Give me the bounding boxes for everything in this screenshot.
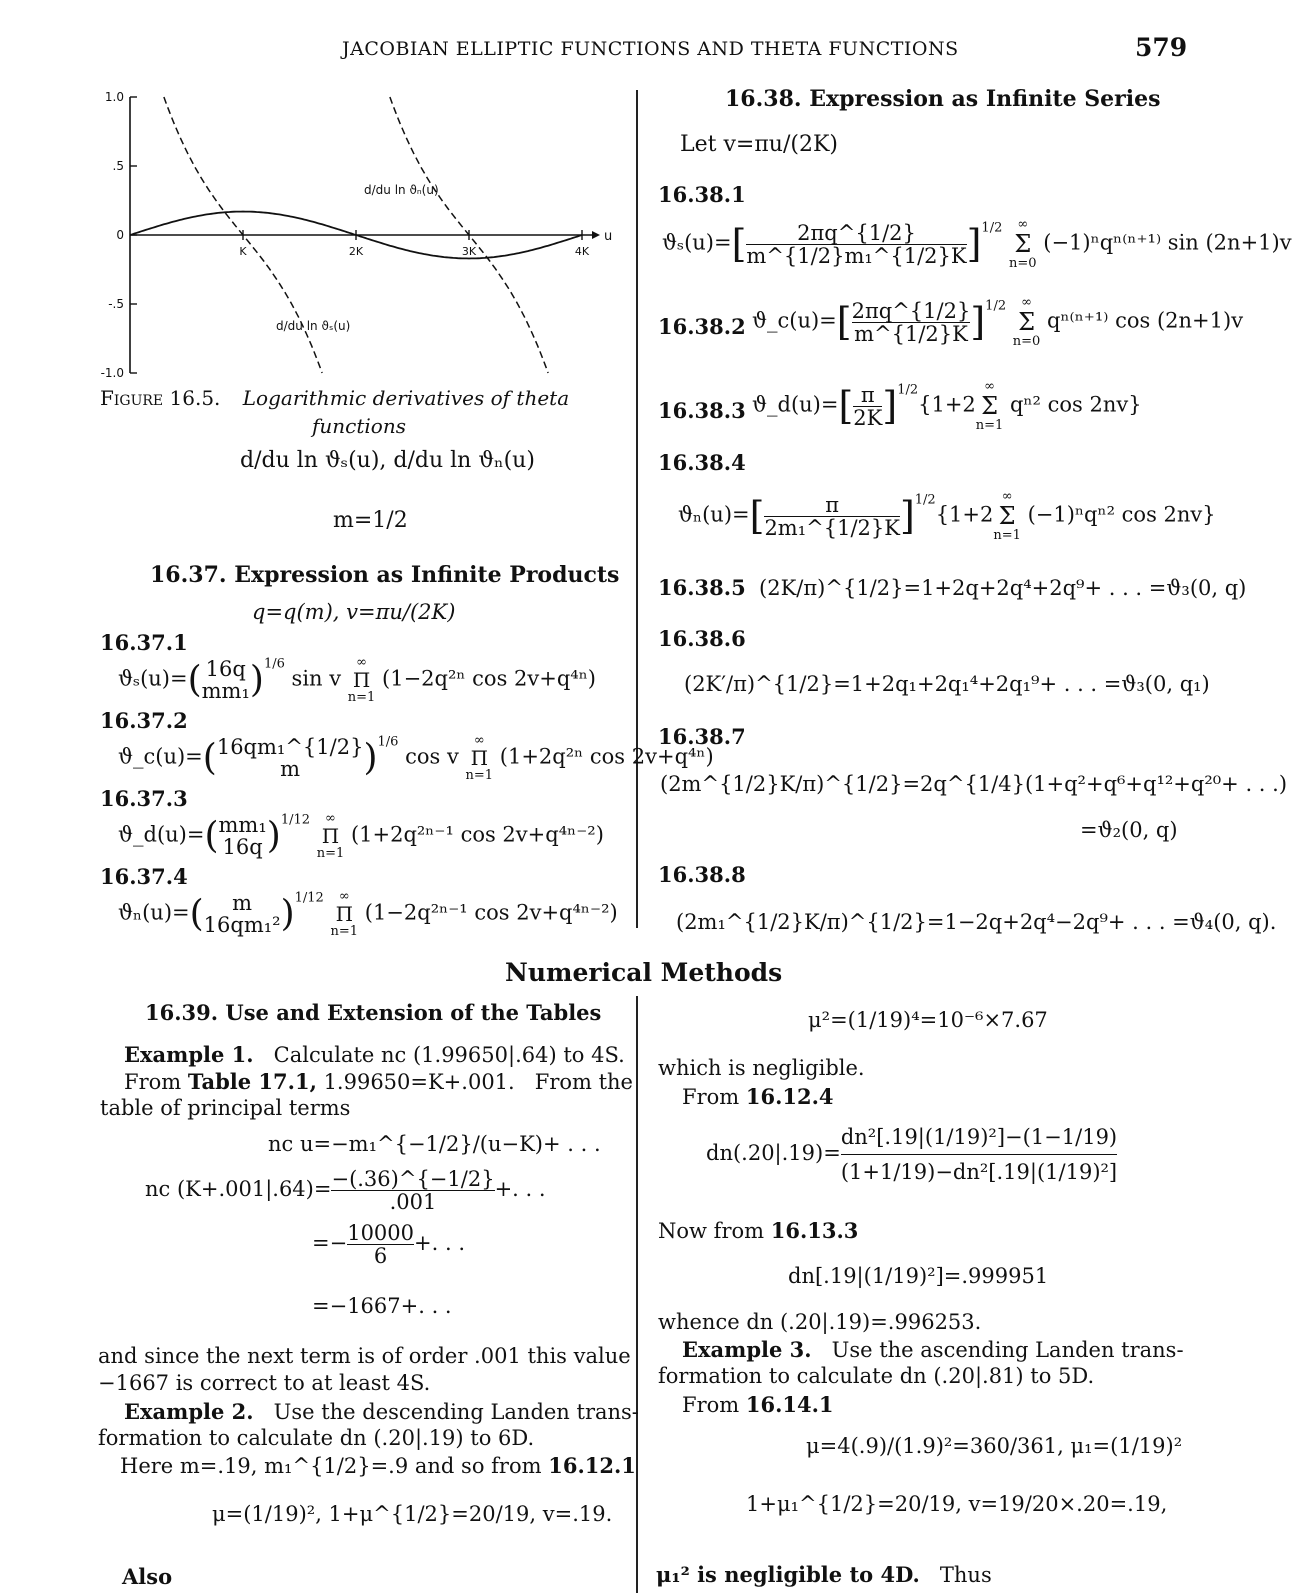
from-16-12-4: From 16.12.4: [682, 1084, 834, 1109]
running-title: JACOBIAN ELLIPTIC FUNCTIONS AND THETA FUNCTIONS: [342, 38, 959, 60]
eq-16-38-6: (2K′/π)^{1/2}=1+2q₁+2q₁⁴+2q₁⁹+ . . . =ϑ₃(0, q₁): [684, 672, 1210, 696]
example-1-line1: Example 1. Calculate nc (1.99650|.64) to 4S.: [124, 1042, 625, 1067]
x-tick-label: 3K: [461, 245, 477, 258]
section-16-37-intro: q=q(m), v=πu/(2K): [252, 600, 456, 624]
example-2-line3: Here m=.19, m₁^{1/2}=.9 and so from 16.12.1: [120, 1453, 636, 1478]
example-1-line3: table of principal terms: [100, 1096, 351, 1120]
now-from-16-13-3: Now from 16.13.3: [658, 1218, 859, 1243]
eq-16-37-1: ϑₛ(u)=( 16q mm₁ )$^{1/6}$ sin v ∞ Π n=1 (1−2q²ⁿ cos 2v+q⁴ⁿ): [118, 655, 596, 705]
eq-16-38-4-number: 16.38.4: [658, 450, 746, 475]
mu-squared-equation: μ²=(1/19)⁴=10⁻⁶×7.67: [808, 1008, 1048, 1032]
from-16-14-1: From 16.14.1: [682, 1392, 834, 1417]
eq-16-37-2-number: 16.37.2: [100, 708, 188, 733]
example-3-line1: Example 3. Use the ascending Landen trans-: [682, 1337, 1184, 1362]
y-tick-label: -1.0: [100, 366, 124, 380]
eq-16-38-7b: =ϑ₂(0, q): [1080, 818, 1178, 842]
y-tick-label: -.5: [108, 297, 124, 311]
also-label: Also: [122, 1564, 173, 1589]
eq-16-38-7-number: 16.38.7: [658, 724, 746, 749]
last-line: μ₁² is negligible to 4D. Thus: [656, 1562, 992, 1587]
eq-16-38-6-number: 16.38.6: [658, 626, 746, 651]
eq-16-37-4: ϑₙ(u)=( m 16qm₁² )$^{1/12}$ ∞ Π n=1 (1−2q²ⁿ⁻¹ cos 2v+q⁴ⁿ⁻²): [118, 889, 618, 939]
nc-step-3: =−1667+. . .: [312, 1294, 452, 1318]
curve-label-ln-theta-n: d/du ln ϑₙ(u): [364, 183, 439, 197]
figure-16-5-plot: [96, 90, 626, 380]
eq-16-37-3: ϑ_d(u)=( mm₁ 16q )$^{1/12}$ ∞ Π n=1 (1+2q²ⁿ⁻¹ cos 2v+q⁴ⁿ⁻²): [118, 811, 604, 861]
eq-16-38-2: ϑ_c(u)=[ $\frac{2\pi q\^{}\{1/2\}}{m\^{}\{1/2\}K}$ ]$^{1/2}$ ∞ Σ n=0 qⁿ⁽ⁿ⁺¹⁾ cos (2n+1)v: [752, 295, 1244, 349]
curve-label-ln-theta-s: d/du ln ϑₛ(u): [276, 319, 351, 333]
eq-16-38-5: 16.38.5 (2K/π)^{1/2}=1+2q+2q⁴+2q⁹+ . . . =ϑ₃(0, q): [658, 575, 1247, 600]
section-16-39-title: 16.39. Use and Extension of the Tables: [145, 1000, 602, 1025]
dn-formula: dn(.20|.19)= $\frac{\text{dn²[.19|(1/19)²]−(1−1/19)}}{\text{(1+1/19)−dn²[.19|(1/19)²]}}$: [706, 1120, 1117, 1189]
eq-16-38-2-number: 16.38.2: [658, 314, 746, 339]
x-axis-arrow: [592, 231, 600, 239]
y-tick-label: .5: [112, 159, 124, 173]
figure-caption-label: Figure 16.5.: [100, 386, 221, 410]
figure-caption-formula: d/du ln ϑₛ(u), d/du ln ϑₙ(u): [240, 448, 535, 473]
eq-16-38-8-number: 16.38.8: [658, 862, 746, 887]
section-16-38-title: 16.38. Expression as Infinite Series: [725, 86, 1161, 112]
x-tick-label: 4K: [574, 245, 590, 258]
figure-caption-m: m=1/2: [333, 508, 408, 533]
numerical-methods-title: Numerical Methods: [505, 958, 783, 987]
y-tick-label: 0: [116, 228, 124, 242]
eq-16-37-4-number: 16.37.4: [100, 864, 188, 889]
mu-ascending-equation: μ=4(.9)/(1.9)²=360/361, μ₁=(1/19)²: [806, 1434, 1183, 1458]
example-2-line1: Example 2. Use the descending Landen trans-: [124, 1399, 639, 1424]
eq-16-37-1-number: 16.37.1: [100, 630, 188, 655]
figure-caption-text: Logarithmic derivatives of theta: [242, 386, 570, 410]
axis-label-u: u: [604, 229, 613, 244]
eq-16-38-8: (2m₁^{1/2}K/π)^{1/2}=1−2q+2q⁴−2q⁹+ . . . =ϑ₄(0, q).: [676, 910, 1277, 934]
y-tick-label: 1.0: [104, 90, 124, 104]
eq-16-37-3-number: 16.37.3: [100, 786, 188, 811]
column-divider-top: [636, 90, 638, 928]
figure-caption-line1: [100, 386, 569, 410]
nc-step-2: =− $\frac{10000}{6}$ +. . .: [312, 1221, 465, 1269]
eq-16-38-3-number: 16.38.3: [658, 398, 746, 423]
mu-equation: μ=(1/19)², 1+μ^{1/2}=20/19, v=.19.: [212, 1502, 613, 1526]
eq-16-37-2: ϑ_c(u)=( 16qm₁^{1/2} m )$^{1/6}$ cos v ∞ Π n=1 (1+2q²ⁿ cos 2v+q⁴ⁿ): [118, 733, 714, 783]
negligible-text: which is negligible.: [658, 1056, 865, 1080]
column-divider-bottom: [636, 996, 638, 1593]
eq-16-38-1: ϑₛ(u)=[ $\frac{2\pi q\^{}\{1/2\}}{\text{m\textasciicircum{}\{1/2\}m₁\textasciicircum{}\{1/2\}K}}$ ]$^{1/2}$ ∞ Σ n=0 (−1)ⁿqⁿ⁽ⁿ⁺¹⁾ sin (2n+1)v: [662, 217, 1292, 271]
nc-step-1: nc (K+.001|.64)= $\frac{-(.36)\^{}\{-1/2\}}{.001}$ +. . .: [145, 1167, 546, 1215]
section-16-38-intro: Let v=πu/(2K): [680, 132, 838, 157]
section-16-37-title: 16.37. Expression as Infinite Products: [150, 562, 620, 588]
eq-16-38-4: ϑₙ(u)=[ $\frac{\pi}{\text{2m₁\textasciicircum{}\{1/2\}K}}$ ]$^{1/2}${1+2 ∞ Σ n=1 (−1)ⁿqⁿ² cos 2nv}: [678, 489, 1216, 543]
paragraph-1-line2: −1667 is correct to at least 4S.: [98, 1371, 431, 1395]
mu1-equation: 1+μ₁^{1/2}=20/19, v=19/20×.20=.19,: [746, 1492, 1168, 1516]
page-number: 579: [1135, 33, 1188, 62]
eq-16-38-3: ϑ_d(u)=[ $\frac{\pi}{2K}$ ]$^{1/2}${1+2 ∞ Σ n=1 qⁿ² cos 2nv}: [752, 379, 1142, 433]
figure-caption-line2: functions: [312, 414, 406, 438]
example-3-line2: formation to calculate dn (.20|.81) to 5D.: [658, 1364, 1095, 1388]
x-tick-label: K: [239, 245, 247, 258]
eq-16-38-1-number: 16.38.1: [658, 182, 746, 207]
x-tick-label: 2K: [348, 245, 364, 258]
eq-16-38-7a: (2m^{1/2}K/π)^{1/2}=2q^{1/4}(1+q²+q⁶+q¹²+q²⁰+ . . .): [660, 772, 1288, 796]
nc-principal-term: nc u=−m₁^{−1/2}/(u−K)+ . . .: [268, 1132, 601, 1156]
paragraph-1-line1: and since the next term is of order .001 this value: [98, 1344, 631, 1368]
dn-value: dn[.19|(1/19)²]=.999951: [788, 1264, 1049, 1288]
example-2-line2: formation to calculate dn (.20|.19) to 6D.: [98, 1426, 535, 1450]
whence-text: whence dn (.20|.19)=.996253.: [658, 1310, 982, 1334]
example-1-line2: From Table 17.1, 1.99650=K+.001. From the: [124, 1069, 633, 1094]
